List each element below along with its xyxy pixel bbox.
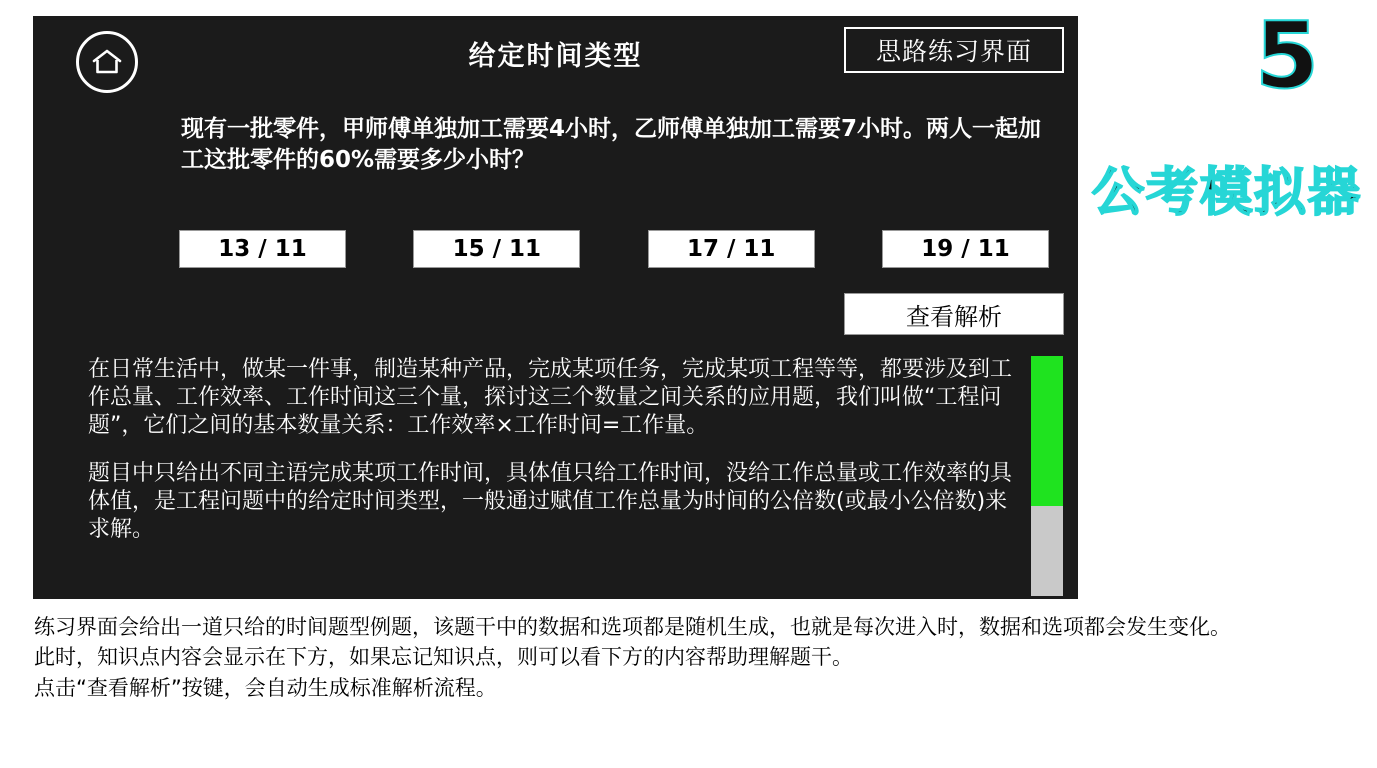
option-button-c[interactable]: 17 / 11 (648, 230, 815, 268)
knowledge-scrollbar-thumb[interactable] (1031, 356, 1063, 506)
knowledge-scrollbar[interactable] (1031, 356, 1063, 596)
page-title: 给定时间类型 (468, 41, 643, 72)
mode-badge[interactable]: 思路练习界面 (844, 27, 1064, 73)
options-row (179, 230, 1049, 268)
knowledge-panel (88, 356, 1063, 596)
caption-line-1: 练习界面会给出一道只给的时间题型例题，该题干中的数据和选项都是随机生成，也就是每次进入时，数据和选项都会发生变化。 (34, 615, 1231, 639)
caption (34, 612, 1334, 703)
caption-line-3: 点击“查看解析”按键，会自动生成标准解析流程。 (34, 675, 497, 700)
app-window (30, 13, 1081, 602)
option-button-d[interactable]: 19 / 11 (882, 230, 1049, 268)
option-button-a[interactable]: 13 / 11 (179, 230, 346, 268)
brand-title: 公考模拟器 (1092, 163, 1363, 223)
knowledge-paragraph-1: 在日常生活中，做某一件事，制造某种产品，完成某项任务，完成某项工程等等，都要涉及到工作总量、工作效率、工作时间这三个量，探讨这三个数量之间关系的应用题，我们叫做“工程问题”，它们之间的基本数量关系：工作效率×工作时间=工作量。 (88, 357, 1013, 438)
brand-number: 5 (1255, 2, 1320, 109)
question-text: 现有一批零件，甲师傅单独加工需要4小时，乙师傅单独加工需要7小时。两人一起加工这批零件的60%需要多少小时？ (181, 116, 1042, 174)
top-bar (33, 16, 1078, 94)
knowledge-paragraph-2: 题目中只给出不同主语完成某项工作时间，具体值只给工作时间，没给工作总量或工作效率的具体值，是工程问题中的给定时间类型，一般通过赋值工作总量为时间的公倍数(或最小公倍数)来求解。 (88, 460, 1013, 542)
caption-line-2: 此时，知识点内容会显示在下方，如果忘记知识点，则可以看下方的内容帮助理解题干。 (34, 645, 853, 670)
view-analysis-button[interactable]: 查看解析 (844, 293, 1064, 335)
knowledge-text (88, 356, 1031, 596)
option-button-b[interactable]: 15 / 11 (413, 230, 580, 268)
